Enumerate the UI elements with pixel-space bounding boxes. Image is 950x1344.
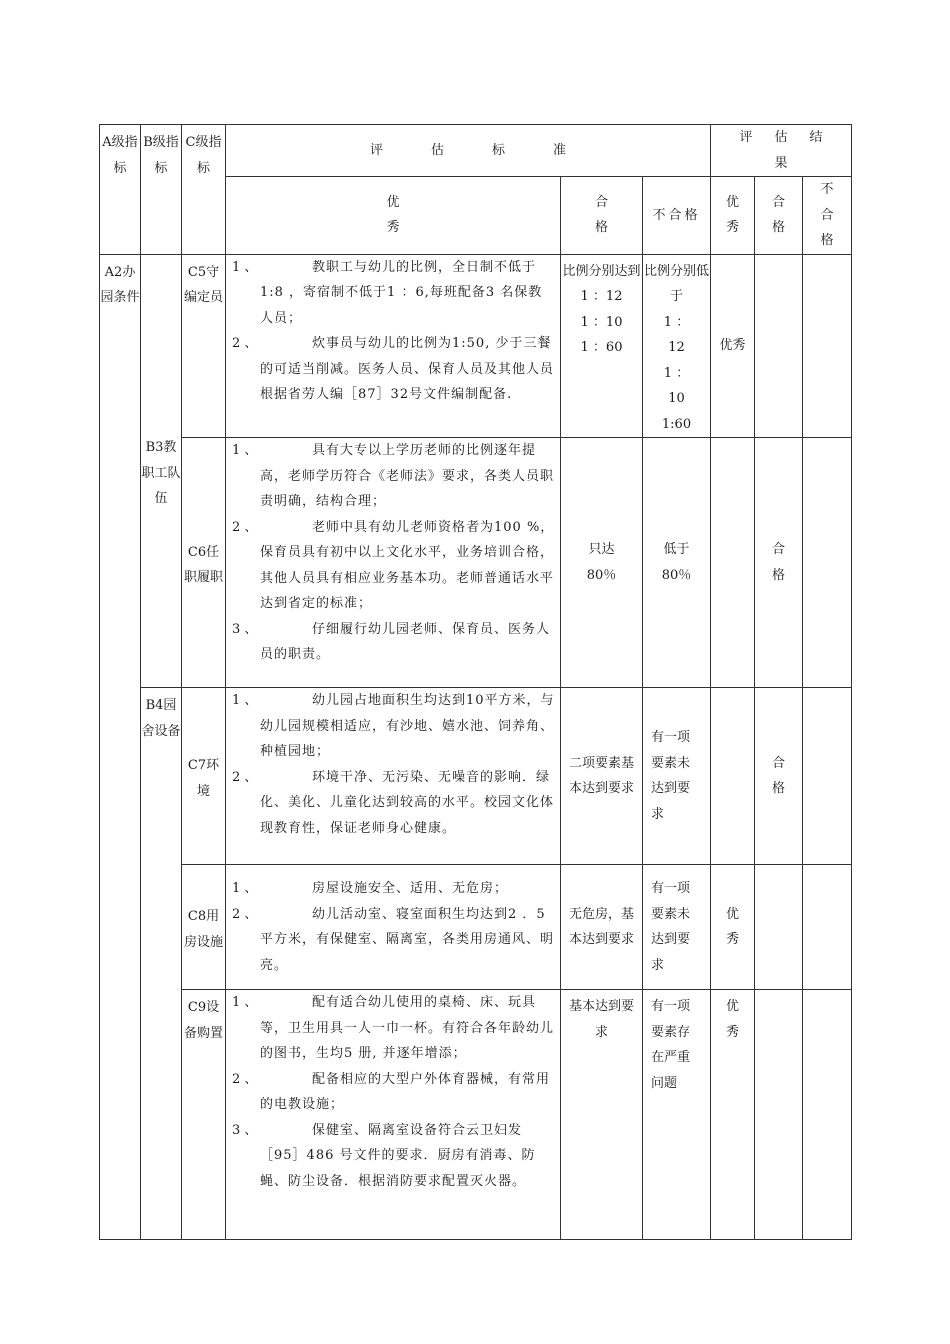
a-level-indicator: A2办园条件 (100, 254, 141, 1240)
result-excellent: 优秀 (711, 254, 755, 438)
result-excellent: 优秀 (711, 865, 755, 990)
item-text: 具有大专以上学历老师的比例逐年提高，老师学历符合《老师法》要求，各类人员职责明确，结构合理； (260, 443, 555, 509)
item-number: 2 、 (232, 769, 258, 785)
header-criteria: 评估标准 (226, 125, 711, 177)
item-text: 仔细履行幼儿园老师、保育员、医务人员的职责。 (260, 621, 551, 662)
c-level-indicator: C8用房设施 (182, 865, 226, 990)
b-level-indicator: B4园舍设备 (141, 688, 182, 1240)
header-b-level: B级指标 (141, 125, 182, 255)
criteria-excellent (226, 865, 561, 990)
item-number: 2 、 (232, 1071, 258, 1087)
table-row (100, 438, 852, 688)
header-c-level: C级指标 (182, 125, 226, 255)
item-number: 3 、 (232, 1122, 258, 1138)
criteria-unqualified: 有一项要素未达到要求 (643, 865, 711, 990)
item-text: 老师中具有幼儿老师资格者为100 %，保育员具有初中以上文化水平，业务培训合格，其他人员具有相应业务基本功。老师普通话水平达到省定的标准； (260, 519, 555, 611)
criteria-excellent (226, 254, 561, 438)
criteria-qualified: 无危房，基本达到要求 (561, 865, 643, 990)
item-text: 环境干净、无污染、无噪音的影响．绿化、美化、儿童化达到较高的水平。校园文化体现教育性，保证老师身心健康。 (260, 769, 555, 836)
result-qualified (755, 865, 803, 990)
criteria-qualified: 比例分别达到 1 ：12 1 ：10 1 ：60 (561, 254, 643, 438)
header-results: 评估结果 (711, 125, 852, 177)
result-qualified: 合格 (755, 688, 803, 865)
item-number: 1 、 (232, 881, 258, 896)
result-unqualified (803, 688, 852, 865)
item-text: 教职工与幼儿的比例，全日制不低于1:8 ，寄宿制不低于1 ：6,每班配备3 名保教人员； (260, 259, 543, 326)
item-text: 配有适合幼儿使用的桌椅、床、玩具等，卫生用具一人一巾一杯。有符合各年龄幼儿的图书，生均5 册, 并逐年增添； (260, 995, 555, 1061)
c-level-indicator: C5守编定员 (182, 254, 226, 438)
c-level-indicator: C7环境 (182, 688, 226, 865)
item-number: 1 、 (232, 443, 258, 458)
evaluation-table (99, 124, 852, 1240)
criteria-excellent (226, 990, 561, 1240)
header-unqualified: 不合格 (643, 177, 711, 255)
header-excellent: 优秀 (226, 177, 561, 255)
criteria-qualified: 二项要素基本达到要求 (561, 688, 643, 865)
result-unqualified (803, 865, 852, 990)
item-text: 配备相应的大型户外体育器械，有常用的电教设施； (260, 1071, 551, 1112)
header-a-level: A级指标 (100, 125, 141, 255)
item-text: 保健室、隔离室设备符合云卫妇发［95］486 号文件的要求．厨房有消毒、防蝇、防尘设备．根据消防要求配置灭火器。 (260, 1122, 536, 1189)
criteria-qualified: 基本达到要求 (561, 990, 643, 1240)
item-number: 3 、 (232, 621, 258, 637)
item-text: 幼儿园占地面积生均达到10平方米，与幼儿园规模相适应，有沙地、嬉水池、饲养角、种植园地； (260, 693, 555, 759)
b-level-indicator: B3教职工队伍 (141, 254, 182, 688)
criteria-qualified: 只达 80％ (561, 438, 643, 688)
item-text: 房屋设施安全、适用、无危房； (312, 881, 509, 896)
c-level-indicator: C6任职履职 (182, 438, 226, 688)
c-level-indicator: C9设备购置 (182, 990, 226, 1240)
result-unqualified (803, 990, 852, 1240)
result-excellent (711, 688, 755, 865)
header-qualified: 合格 (561, 177, 643, 255)
result-qualified: 合格 (755, 438, 803, 688)
criteria-excellent (226, 438, 561, 688)
item-number: 2 、 (232, 906, 258, 922)
item-text: 炊事员与幼儿的比例为1:50, 少于三餐的可适当削减。医务人员、保育人员及其他人员根据省劳人编［87］32号文件编制配备. (260, 336, 555, 402)
item-number: 2 、 (232, 336, 258, 351)
criteria-unqualified: 有一项要素存在严重问题 (643, 990, 711, 1240)
item-text: 幼儿活动室、寝室面积生均达到2 ．5 平方米，有保健室、隔离室，各类用房通风、明亮。 (260, 906, 555, 973)
item-number: 2 、 (232, 519, 258, 535)
item-number: 1 、 (232, 693, 258, 708)
criteria-unqualified: 低于 80％ (643, 438, 711, 688)
result-excellent (711, 438, 755, 688)
result-qualified (755, 990, 803, 1240)
criteria-excellent (226, 688, 561, 865)
header-result-qualified: 合格 (755, 177, 803, 255)
table-row (100, 688, 852, 865)
table-row (100, 990, 852, 1240)
table-row (100, 254, 852, 438)
item-number: 1 、 (232, 995, 258, 1010)
result-qualified (755, 254, 803, 438)
table-row (100, 865, 852, 990)
header-result-unqualified: 不合格 (803, 177, 852, 255)
item-number: 1 、 (232, 259, 258, 275)
header-result-excellent: 优秀 (711, 177, 755, 255)
result-unqualified (803, 254, 852, 438)
criteria-unqualified: 比例分别低于 1 ： 12 1 ： 10 1:60 (643, 254, 711, 438)
result-excellent: 优秀 (711, 990, 755, 1240)
criteria-unqualified: 有一项要素未达到要求 (643, 688, 711, 865)
result-unqualified (803, 438, 852, 688)
